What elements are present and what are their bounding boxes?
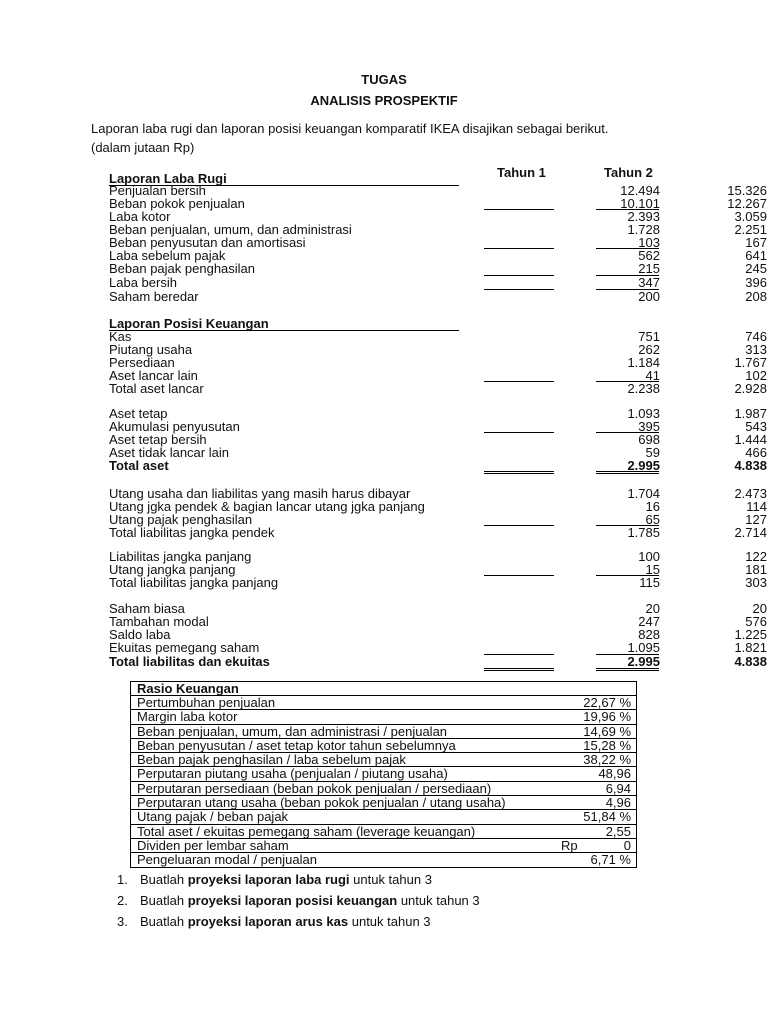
ratio-value: 19,96 % <box>583 709 631 725</box>
ratio-table-heading: Rasio Keuangan <box>137 681 239 696</box>
underline-rule <box>484 670 554 671</box>
underline-rule <box>596 668 659 669</box>
year1-value: 262 <box>638 342 660 357</box>
table-row <box>109 342 767 357</box>
underline-rule <box>484 473 554 474</box>
year2-value: 543 <box>745 419 767 434</box>
row-label: Liabilitas jangka panjang <box>109 549 252 564</box>
row-label: Laba bersih <box>109 275 177 290</box>
year2-value: 3.059 <box>734 209 767 224</box>
ratio-value: 22,67 % <box>583 695 631 710</box>
year2-value: 746 <box>745 329 767 344</box>
year1-value: 247 <box>638 614 660 629</box>
year2-value: 20 <box>752 601 767 616</box>
year1-value: 347 <box>638 275 660 290</box>
ratio-label: Margin laba kotor <box>137 709 238 725</box>
year2-value: 303 <box>745 575 767 590</box>
task-number: 3. <box>117 914 128 929</box>
row-label: Aset lancar lain <box>109 368 198 383</box>
ratio-row <box>131 824 636 838</box>
task-item <box>117 914 480 935</box>
underline-rule <box>484 432 554 433</box>
task-text-suffix: untuk tahun 3 <box>348 914 431 929</box>
task-list <box>117 872 480 935</box>
year2-value: 2.714 <box>734 525 767 540</box>
underline-rule <box>596 209 659 210</box>
row-label: Utang pajak penghasilan <box>109 512 253 527</box>
underline-rule <box>484 575 554 576</box>
ratio-row <box>131 838 636 852</box>
document-title: TUGAS <box>361 72 407 87</box>
table-row <box>109 458 767 473</box>
underline-rule <box>484 248 554 249</box>
row-label: Ekuitas pemegang saham <box>109 640 260 655</box>
task-text-suffix: untuk tahun 3 <box>397 893 480 908</box>
intro-text: Laporan laba rugi dan laporan posisi keuangan komparatif IKEA disajikan sebagai berikut. <box>91 121 609 136</box>
year1-value: 12.494 <box>620 183 660 198</box>
year1-value: 2.238 <box>627 381 660 396</box>
task-number: 1. <box>117 872 128 887</box>
year2-value: 2.251 <box>734 222 767 237</box>
year1-value: 65 <box>645 512 660 527</box>
row-label: Utang usaha dan liabilitas yang masih harus dibayar <box>109 486 411 501</box>
year1-value: 1.785 <box>627 525 660 540</box>
row-label: Penjualan bersih <box>109 183 206 198</box>
document-subtitle: ANALISIS PROSPEKTIF <box>310 93 458 108</box>
year2-value: 208 <box>745 289 767 304</box>
ratio-value: 2,55 <box>605 823 631 839</box>
row-label: Total liabilitas jangka panjang <box>109 575 279 590</box>
ratio-value: 6,94 <box>605 780 631 796</box>
ratio-row <box>131 766 636 780</box>
year1-value: 10.101 <box>620 196 660 211</box>
ratio-label: Beban penyusutan / aset tetap kotor tahun sebelumnya <box>137 737 456 753</box>
year1-value: 751 <box>638 329 660 344</box>
ratio-row <box>131 781 636 795</box>
table-row <box>109 614 767 629</box>
row-label: Total aset lancar <box>109 381 204 396</box>
year1-value: 16 <box>645 499 660 514</box>
task-text-prefix: Buatlah <box>140 914 188 929</box>
year2-value: 1.225 <box>734 627 767 642</box>
underline-rule <box>484 471 554 472</box>
row-label: Total liabilitas jangka pendek <box>109 525 275 540</box>
year2-value: 245 <box>745 261 767 276</box>
year1-value: 15 <box>645 562 660 577</box>
underline-rule <box>596 525 659 526</box>
task-text-prefix: Buatlah <box>140 872 188 887</box>
year1-value: 200 <box>638 289 660 304</box>
ratio-label: Beban pajak penghasilan / laba sebelum pajak <box>137 752 406 768</box>
ratio-row <box>131 738 636 752</box>
underline-rule <box>596 471 659 472</box>
ratio-value: 4,96 <box>605 795 631 811</box>
underline-rule <box>596 670 659 671</box>
unit-note: (dalam jutaan Rp) <box>91 140 195 155</box>
row-label: Tambahan modal <box>109 614 209 629</box>
table-row <box>109 654 767 669</box>
row-label: Aset tidak lancar lain <box>109 445 229 460</box>
underline-rule <box>484 381 554 382</box>
year2-value: 2.928 <box>734 381 767 396</box>
year2-value: 641 <box>745 248 767 263</box>
year2-value: 127 <box>745 512 767 527</box>
year2-value: 102 <box>745 368 767 383</box>
year2-value: 122 <box>745 549 767 564</box>
ratio-value: 51,84 % <box>583 809 631 825</box>
underline-rule <box>484 275 554 276</box>
underline-rule <box>596 654 659 655</box>
underline-rule <box>596 575 659 576</box>
ratio-row <box>131 695 636 709</box>
year2-value: 181 <box>745 562 767 577</box>
year1-value: 1.728 <box>627 222 660 237</box>
ratio-label: Dividen per lembar saham <box>137 837 289 853</box>
year1-value: 2.393 <box>627 209 660 224</box>
task-emphasis: proyeksi laporan arus kas <box>187 914 349 929</box>
year2-value: 466 <box>745 445 767 460</box>
underline-rule <box>596 381 659 382</box>
row-label: Kas <box>109 329 132 344</box>
task-text-prefix: Buatlah <box>140 893 188 908</box>
year1-value: 20 <box>645 601 660 616</box>
row-label: Aset tetap bersih <box>109 432 207 447</box>
ratio-label: Pengeluaran modal / penjualan <box>137 852 317 868</box>
year1-value: 2.995 <box>627 458 660 473</box>
ratio-row <box>131 809 636 823</box>
year2-value: 396 <box>745 275 767 290</box>
ratio-value: 0 <box>623 837 631 853</box>
year2-value: 167 <box>745 235 767 250</box>
ratio-row <box>131 752 636 766</box>
row-label: Utang jgka pendek & bagian lancar utang jgka panjang <box>109 499 425 514</box>
underline-rule <box>484 668 554 669</box>
column-header-year1: Tahun 1 <box>497 165 546 180</box>
column-header-year2: Tahun 2 <box>604 165 653 180</box>
row-label: Saham biasa <box>109 601 185 616</box>
underline-rule <box>484 289 554 290</box>
ratio-label: Total aset / ekuitas pemegang saham (leverage keuangan) <box>137 823 476 839</box>
year2-value: 576 <box>745 614 767 629</box>
year1-value: 1.095 <box>627 640 660 655</box>
table-row <box>109 275 767 290</box>
row-label: Laba sebelum pajak <box>109 248 226 263</box>
year2-value: 12.267 <box>727 196 767 211</box>
year2-value: 1.821 <box>734 640 767 655</box>
year1-value: 562 <box>638 248 660 263</box>
row-label: Akumulasi penyusutan <box>109 419 240 434</box>
year2-value: 15.326 <box>727 183 767 198</box>
row-label: Persediaan <box>109 355 175 370</box>
underline-rule <box>484 654 554 655</box>
row-label: Laba kotor <box>109 209 171 224</box>
row-label: Beban pokok penjualan <box>109 196 245 211</box>
ratio-label: Pertumbuhan penjualan <box>137 695 276 710</box>
underline-rule <box>596 248 659 249</box>
year1-value: 395 <box>638 419 660 434</box>
ratio-row <box>131 709 636 723</box>
year1-value: 1.093 <box>627 406 660 421</box>
ratio-row <box>131 852 636 866</box>
ratio-row <box>131 724 636 738</box>
table-row <box>109 196 767 211</box>
underline-rule <box>596 289 659 290</box>
ratio-label: Perputaran persediaan (beban pokok penjualan / persediaan) <box>137 780 492 796</box>
row-label: Saldo laba <box>109 627 171 642</box>
table-row <box>109 289 767 304</box>
table-row <box>109 575 767 590</box>
row-label: Piutang usaha <box>109 342 193 357</box>
year1-value: 59 <box>645 445 660 460</box>
year1-value: 1.704 <box>627 486 660 501</box>
balance-sheet-heading: Laporan Posisi Keuangan <box>109 317 459 331</box>
underline-rule <box>484 525 554 526</box>
table-row <box>109 525 767 540</box>
year2-value: 313 <box>745 342 767 357</box>
ratio-value: 15,28 % <box>583 737 631 753</box>
task-text-suffix: untuk tahun 3 <box>349 872 432 887</box>
row-label: Utang jangka panjang <box>109 562 236 577</box>
row-label: Beban pajak penghasilan <box>109 261 256 276</box>
row-label: Saham beredar <box>109 289 199 304</box>
year1-value: 100 <box>638 549 660 564</box>
year2-value: 4.838 <box>734 458 767 473</box>
ratio-value: 48,96 <box>598 766 631 782</box>
underline-rule <box>596 275 659 276</box>
ratio-row <box>131 795 636 809</box>
year2-value: 4.838 <box>734 654 767 669</box>
year1-value: 115 <box>639 575 660 590</box>
underline-rule <box>596 432 659 433</box>
year2-value: 1.767 <box>734 355 767 370</box>
ratio-label: Beban penjualan, umum, dan administrasi / penjualan <box>137 723 448 739</box>
task-number: 2. <box>117 893 128 908</box>
task-item <box>117 893 480 914</box>
year1-value: 41 <box>645 368 660 383</box>
table-row <box>109 445 767 460</box>
ratio-table <box>130 681 637 868</box>
row-label: Total liabilitas dan ekuitas <box>109 654 270 669</box>
ratio-prefix: Rp <box>561 837 578 853</box>
ratio-label: Utang pajak / beban pajak <box>137 809 289 825</box>
income-statement-heading: Laporan Laba Rugi <box>109 172 459 186</box>
year2-value: 1.444 <box>734 432 767 447</box>
table-row <box>109 381 767 396</box>
ratio-label: Perputaran piutang usaha (penjualan / piutang usaha) <box>137 766 448 782</box>
ratio-value: 38,22 % <box>583 752 631 768</box>
year1-value: 1.184 <box>627 355 660 370</box>
year1-value: 215 <box>638 261 660 276</box>
underline-rule <box>596 473 659 474</box>
year2-value: 1.987 <box>734 406 767 421</box>
row-label: Beban penyusutan dan amortisasi <box>109 235 306 250</box>
task-item <box>117 872 480 893</box>
ratio-label: Perputaran utang usaha (beban pokok penjualan / utang usaha) <box>137 795 506 811</box>
year2-value: 114 <box>746 499 767 514</box>
year1-value: 2.995 <box>627 654 660 669</box>
row-label: Total aset <box>109 458 169 473</box>
year1-value: 103 <box>638 235 660 250</box>
table-row <box>109 261 767 276</box>
year2-value: 2.473 <box>734 486 767 501</box>
year1-value: 828 <box>638 627 660 642</box>
row-label: Beban penjualan, umum, dan administrasi <box>109 222 352 237</box>
underline-rule <box>484 209 554 210</box>
table-row <box>109 640 767 655</box>
ratio-value: 14,69 % <box>583 723 631 739</box>
task-emphasis: proyeksi laporan posisi keuangan <box>187 893 398 908</box>
task-emphasis: proyeksi laporan laba rugi <box>187 872 350 887</box>
row-label: Aset tetap <box>109 406 168 421</box>
ratio-value: 6,71 % <box>590 852 631 868</box>
year1-value: 698 <box>638 432 660 447</box>
